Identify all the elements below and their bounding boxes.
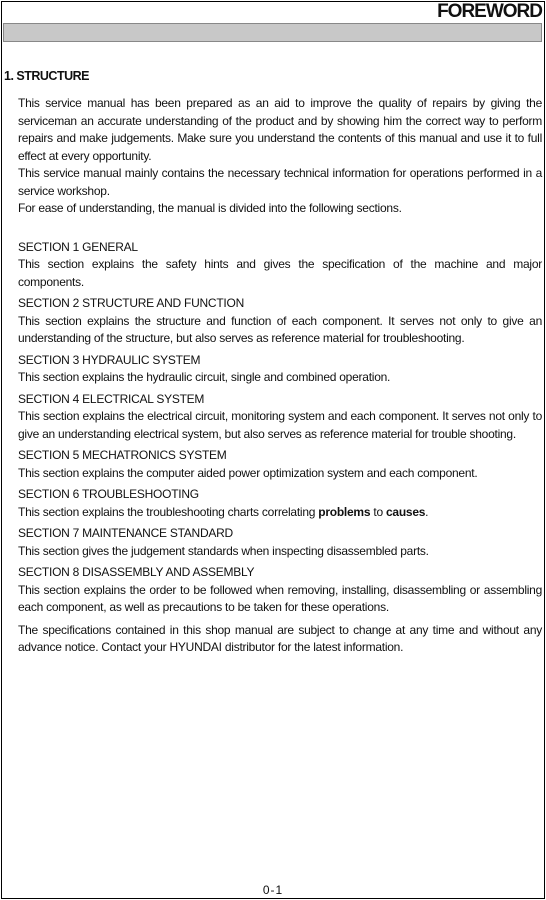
- section-text-part: This section explains the troubleshooting charts correlating: [18, 504, 319, 519]
- section-7: [18, 525, 542, 560]
- section-title: SECTION 6 TROUBLESHOOTING: [18, 487, 199, 501]
- section-text: This section explains the structure and function of each component. It serves not only to give an understanding of the structure, but also serves as reference material for troubleshooting.: [18, 313, 542, 345]
- section-text: This section explains the electrical circuit, monitoring system and each component. It serves not only to give an understanding electrical system, but also serves as reference material for trouble shooting.: [18, 409, 542, 441]
- page-title: FOREWORD: [437, 1, 542, 22]
- page-number: 0-1: [262, 883, 284, 897]
- section-title: SECTION 3 HYDRAULIC SYSTEM: [18, 352, 201, 367]
- section-title: SECTION 5 MECHATRONICS SYSTEM: [18, 448, 227, 462]
- section-3: [18, 352, 542, 387]
- bold-term-causes: causes: [385, 504, 426, 519]
- section-title: SECTION 4 ELECTRICAL SYSTEM: [18, 391, 205, 406]
- section-title: SECTION 8 DISASSEMBLY AND ASSEMBLY: [18, 565, 255, 579]
- bold-term-problems: problems: [318, 504, 371, 519]
- section-heading: 1. STRUCTURE: [4, 69, 89, 83]
- section-6: [18, 486, 542, 521]
- spacer: [18, 218, 542, 235]
- section-1: [18, 239, 542, 292]
- section-text: This section explains the hydraulic circuit, single and combined operation.: [18, 370, 391, 384]
- section-text: [18, 504, 542, 522]
- section-text: This section explains the safety hints and gives the specification of the machine and major components.: [18, 257, 542, 289]
- section-text: This section explains the order to be followed when removing, installing, disassembling or assembling each component, as well as precautions to be taken for these operations.: [18, 582, 542, 614]
- section-title: SECTION 1 GENERAL: [18, 239, 138, 254]
- section-8: [18, 564, 542, 617]
- section-text-part: to: [370, 504, 386, 519]
- section-title: SECTION 2 STRUCTURE AND FUNCTION: [18, 296, 245, 310]
- section-4: [18, 391, 542, 444]
- intro-paragraph-2: This service manual mainly contains the necessary technical information for operations performed in a service workshop.: [18, 166, 542, 198]
- section-5: [18, 447, 542, 482]
- document-body: [18, 95, 542, 657]
- intro-paragraph-3: For ease of understanding, the manual is divided into the following sections.: [18, 201, 402, 215]
- footer-note: The specifications contained in this shop manual are subject to change at any time and without any advance notice. Contact your HYUNDAI distributor for the latest information.: [18, 622, 542, 654]
- section-text-part: .: [425, 504, 429, 519]
- section-2: [18, 295, 542, 348]
- section-text: This section explains the computer aided power optimization system and each component.: [18, 465, 478, 480]
- intro-paragraph-1: This service manual has been prepared as an aid to improve the quality of repairs by giving the serviceman an accurate understanding of the product and by showing him the correct way to perform repairs and make judgements. Make sure you understand the contents of this manual and use it to full effect at every opportunity.: [18, 96, 542, 163]
- section-title: SECTION 7 MAINTENANCE STANDARD: [18, 526, 233, 540]
- header-bar: [3, 23, 542, 42]
- section-text: This section gives the judgement standards when inspecting disassembled parts.: [18, 543, 429, 558]
